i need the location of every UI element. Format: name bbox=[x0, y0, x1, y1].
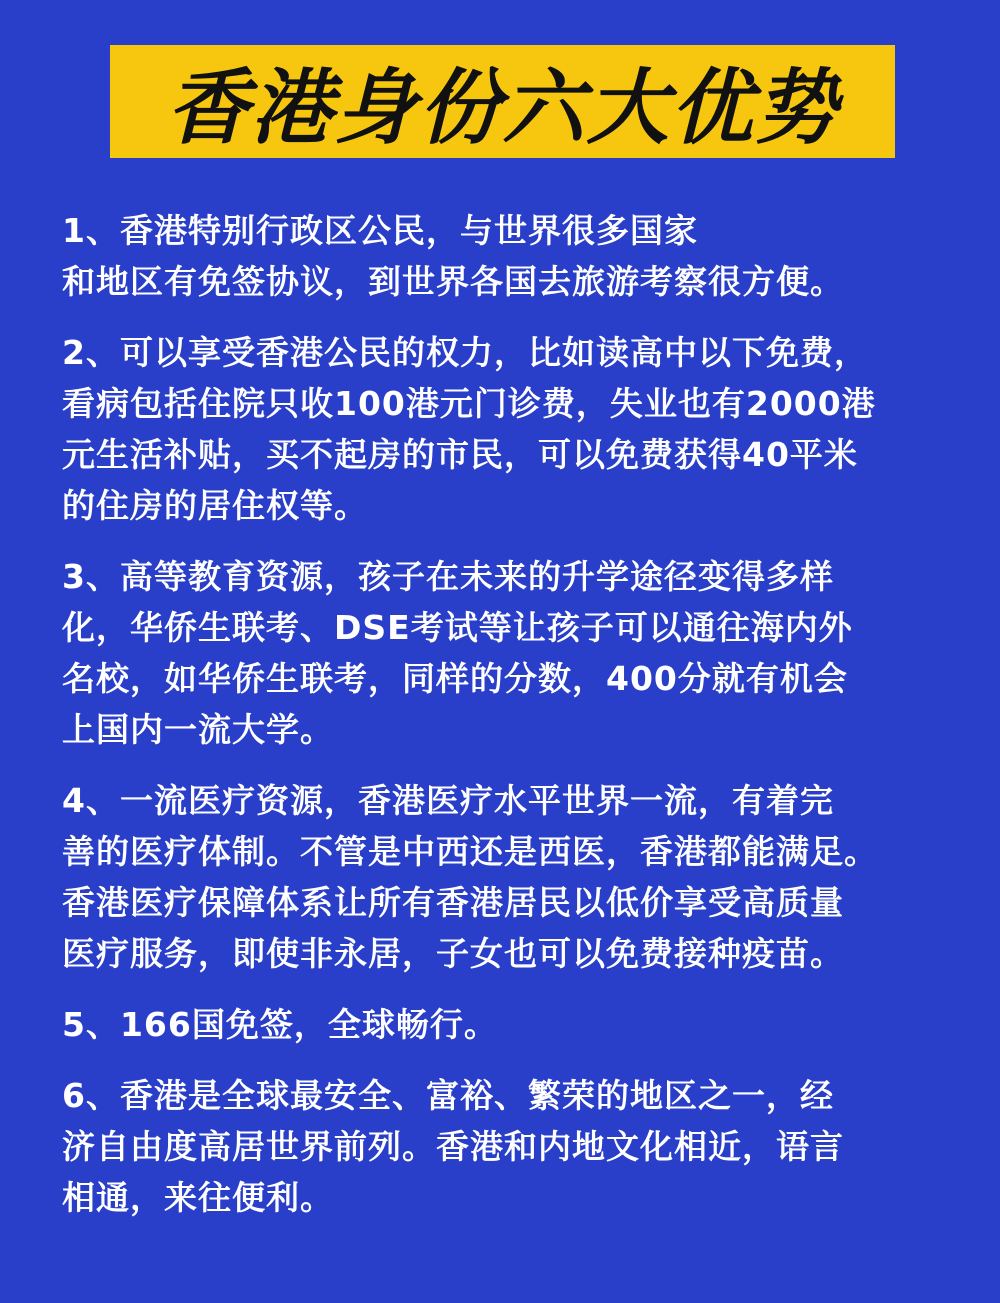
advantage-line: 名校，如华侨生联考，同样的分数，400分就有机会 bbox=[62, 659, 848, 698]
advantage-line: 上国内一流大学。 bbox=[62, 710, 334, 749]
advantage-line: 相通，来往便利。 bbox=[62, 1178, 334, 1217]
advantage-item-1 bbox=[62, 205, 962, 307]
advantage-line: 5、166国免签，全球畅行。 bbox=[62, 1005, 498, 1044]
advantage-item-3 bbox=[62, 551, 962, 755]
advantage-item-2 bbox=[62, 327, 962, 531]
advantage-line: 医疗服务，即使非永居，子女也可以免费接种疫苗。 bbox=[62, 934, 844, 973]
advantage-line: 4、一流医疗资源，香港医疗水平世界一流，有着完 bbox=[62, 781, 834, 820]
advantage-line: 2、可以享受香港公民的权力，比如读高中以下免费， bbox=[62, 333, 868, 372]
advantage-line: 善的医疗体制。不管是中西还是西医，香港都能满足。 bbox=[62, 832, 878, 871]
advantage-item-4 bbox=[62, 775, 962, 979]
advantage-line: 化，华侨生联考、DSE考试等让孩子可以通往海内外 bbox=[62, 608, 853, 647]
advantage-line: 济自由度高居世界前列。香港和内地文化相近，语言 bbox=[62, 1127, 844, 1166]
advantage-item-5 bbox=[62, 999, 962, 1050]
title-banner bbox=[110, 45, 895, 158]
advantage-line: 和地区有免签协议，到世界各国去旅游考察很方便。 bbox=[62, 262, 844, 301]
advantage-line: 香港医疗保障体系让所有香港居民以低价享受高质量 bbox=[62, 883, 844, 922]
advantage-line: 元生活补贴，买不起房的市民，可以免费获得40平米 bbox=[62, 435, 858, 474]
page-title: 香港身份六大优势 bbox=[166, 61, 839, 156]
advantage-line: 的住房的居住权等。 bbox=[62, 486, 368, 525]
advantage-line: 看病包括住院只收100港元门诊费，失业也有2000港 bbox=[62, 384, 876, 423]
advantage-line: 6、香港是全球最安全、富裕、繁荣的地区之一，经 bbox=[62, 1076, 834, 1115]
advantage-item-6 bbox=[62, 1070, 962, 1223]
advantages-list bbox=[62, 205, 962, 1223]
advantage-line: 3、高等教育资源，孩子在未来的升学途径变得多样 bbox=[62, 557, 834, 596]
advantage-line: 1、香港特别行政区公民，与世界很多国家 bbox=[62, 211, 698, 250]
